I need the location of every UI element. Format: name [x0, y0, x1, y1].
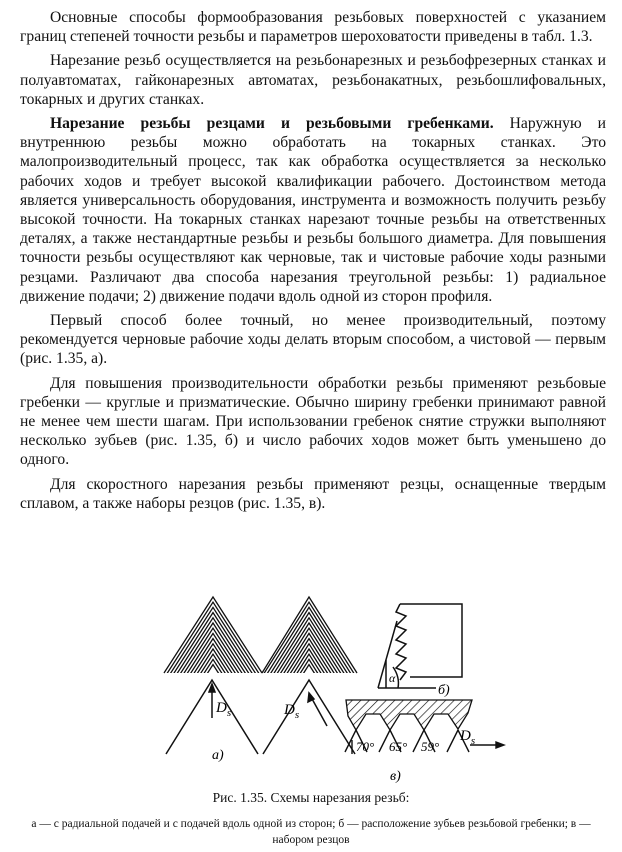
label-v: в): [390, 769, 401, 784]
paragraph-6: Для скоростного нарезания резьбы применяют резцы, оснащенные твердым сплавом, а также наборы резцов (рис. 1.35, в).: [20, 475, 606, 512]
paragraph-1: Основные способы формообразования резьбовых поверхностей с указанием границ степеней точности резьбы и параметров шероховатости приведены в табл. 1.3.: [20, 9, 606, 46]
figure-caption-text: а — с радиальной подачей и с подачей вдоль одной из сторон; б — расположение зубьев резьбовой гребенки; в — набором резцов: [31, 818, 591, 846]
label-b: б): [438, 683, 450, 698]
label-a: а): [212, 748, 224, 763]
cutter-side: [263, 680, 355, 754]
figure-caption-title: Рис. 1.35. Схемы нарезания резьб:: [212, 790, 410, 805]
angle-1: 70°: [356, 739, 375, 754]
paragraph-2: Нарезание резьб осуществляется на резьбонарезных и резьбофрезерных станках и полуавтоматах, гайконарезных автоматах, резьбонакатных, резьбошлифовальных, токарных и других станках.: [20, 52, 606, 108]
thread-profile-radial: [164, 597, 262, 741]
angle-3: 59°: [421, 739, 440, 754]
paragraph-4: Первый способ более точный, но менее производительный, поэтому рекомендуется черновые рабочие ходы делать вторым способом, а чистовой — первым (рис. 1.35, а).: [20, 312, 606, 368]
hatch-line: [164, 665, 262, 741]
hatch-line: [261, 665, 357, 741]
paragraph-3-body: Наружную и внутреннюю резьбы можно обработать на токарных станках. Это малопроизводительный процесс, так как обработка осуществляется за несколько рабочих ходов и требует высокой квалификации рабочего. Достоинством метода является универсальность оборудования, инструмента и возможность получить резьбу высокой точности. На токарных станках нарезают точные резьбы на ответственных деталях, а также нестандартные резьбы и резьбы большого диаметра. Для повышения точности резьбы осуществляют как черновые, так и чистовые рабочие ходы разными резцами. Различают два способа нарезания треугольной резьбы: 1) радиальное движение подачи; 2) движение подачи вдоль одной из сторон профиля.: [20, 115, 606, 305]
ds-label-3: $D_s$: [460, 728, 476, 747]
alpha-label: α: [389, 671, 396, 685]
paragraph-5: Для повышения производительности обработки резьбы применяют резьбовые гребенки — круглые и призматические. Обычно ширину гребенки принимают равной не менее чем шести шагам. При использовании гребенок снятие стружки выполняют несколько зубьев (рис. 1.35, б) и число рабочих ходов может быть уменьшено до одного.: [20, 374, 606, 469]
paragraph-3-lead: Нарезание резьбы резцами и резьбовыми гребенками.: [50, 115, 494, 133]
ds-label-2: $D_s$: [284, 702, 300, 721]
ds-label-1: $D_s$: [216, 700, 232, 719]
thread-profile-side: [261, 597, 357, 741]
cutter-radial: [166, 680, 258, 754]
angle-2: 65°: [389, 739, 408, 754]
